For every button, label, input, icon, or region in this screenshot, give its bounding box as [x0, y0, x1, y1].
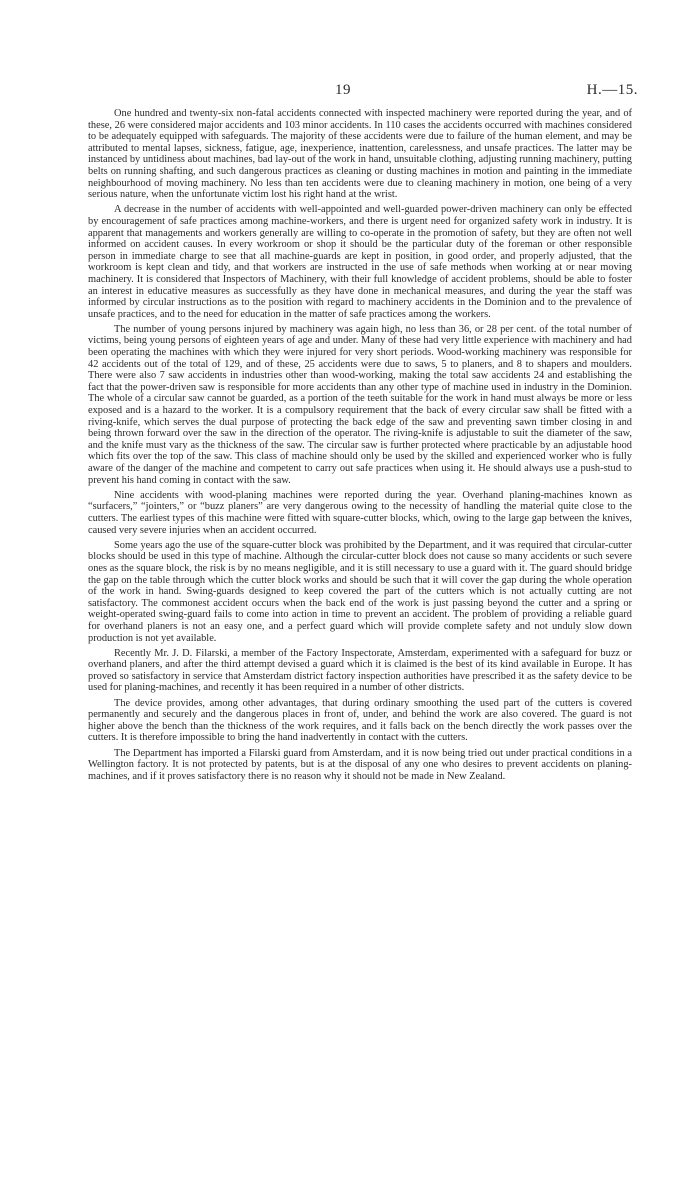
paragraph-planing-machines: Nine accidents with wood-planing machines were reported during the year. Overhand planing-machines known as “surfacers,” “jointers,” or “buzz planers” are very dangerous owing to the necessity of handling the material quite close to the cutters. The earliest types of this machine were fitted with square-cutter blocks, which, owing to the large gap between the knives, caused very severe injuries when an accident occurred.	[88, 489, 632, 536]
page-header	[0, 82, 700, 102]
paragraph-filarski-guard: Recently Mr. J. D. Filarski, a member of the Factory Inspectorate, Amsterdam, experimented with a safeguard for buzz or overhand planers, and after the third attempt devised a guard which it is claimed is the best of its kind available in Europe. It has proved so satisfactory in service that Amsterdam district factory inspection authorities have prescribed it as the safety device to be used for planing-machines, and recently it has been required in a number of other districts.	[88, 647, 632, 694]
paragraph-young-persons-saws: The number of young persons injured by machinery was again high, no less than 36, or 28 per cent. of the total number of victims, being young persons of eighteen years of age and under. Many of these had very little experience with machinery and had been operating the machines with which they were injured for very short periods. Wood-working machinery was responsible for 42 accidents out of the total of 129, and of these, 25 accidents were due to saws, 5 to planers, and 8 to shapers and moulders. There were also 7 saw accidents in industries other than wood-working, making the total saw accidents 24 and establishing the fact that the power-driven saw is responsible for more accidents than any other type of machine used in industry in the Dominion. The whole of a circular saw cannot be guarded, as a portion of the teeth suitable for the work in hand must always be more or less exposed and is a hazard to the worker. It is a compulsory requirement that the back of every circular saw shall be fitted with a riving-knife, which serves the dual purpose of protecting the back edge of the saw and preventing sawn timber closing in and being thrown forward over the saw in the direction of the operator. The riving-knife is adjustable to suit the diameter of the saw, and the knife must vary as the thickness of the saw. The circular saw is further protected where practicable by an adjustable hood which fits over the top of the saw. This class of machine should only be used by the skilled and experienced worker who is fully aware of the danger of the machine and competent to carry out safe practices when using it. He should always use a push-stud to prevent his hand coming in contact with the saw.	[88, 323, 632, 486]
body-text	[88, 108, 632, 786]
page-number: 19	[335, 82, 351, 98]
document-reference: H.—15.	[586, 82, 638, 98]
paragraph-cutter-blocks: Some years ago the use of the square-cutter block was prohibited by the Department, and it was required that circular-cutter blocks should be used in this type of machine. Although the circular-cutter block does not cause so many accidents or such severe ones as the square block, the risk is by no means negligible, and it is still necessary to use a guard with it. The guard should bridge the gap on the table through which the cutter block works and should be such that it will cover the gap during the whole operation of the work in hand. Swing-guards designed to keep covered the part of the cutters which is not actually cutting are not satisfactory. The commonest accident occurs when the back end of the work is just passing beyond the cutter and a spring or weight-operated swing-guard fails to come into action in time to prevent an accident. The problem of providing a reliable guard for overhand planers is not an easy one, and a perfect guard which will provide complete safety and not unduly slow down production is not yet available.	[88, 539, 632, 644]
paragraph-device-advantages: The device provides, among other advantages, that during ordinary smoothing the used part of the cutters is covered permanently and securely and the dangerous places in front of, under, and behind the work are also covered. The guard is not higher above the bench than the thickness of the work requires, and it falls back on the bench directly the work passes over the cutters. It is therefore impossible to bring the hand inadvertently in contact with the cutters.	[88, 697, 632, 744]
paragraph-safe-practices: A decrease in the number of accidents with well-appointed and well-guarded power-driven machinery can only be effected by encouragement of safe practices among machine-workers, and there is urgent need for organized safety work in industry. It is apparent that managements and workers generally are willing to co-operate in the promotion of safety, but they are often not well informed on accident causes. In every workroom or shop it should be the particular duty of the foreman or other responsible person in immediate charge to see that all machine-guards are kept in position, in good order, and properly adjusted, that the workroom is kept clean and tidy, and that workers are instructed in the use of safe methods when working at or near moving machinery. It is considered that Inspectors of Machinery, with their full knowledge of accident problems, should be able to foster an interest in educative measures as successfully as they have done in mechanical measures, and during the year the staff was informed by circular instructions as to the position with regard to machinery accidents in the Dominion and to the prevalence of unsafe practices, and to the need for education in the matter of safe practices among the workers.	[88, 204, 632, 320]
paragraph-department-import: The Department has imported a Filarski guard from Amsterdam, and it is now being tried out under practical conditions in a Wellington factory. It is not protected by patents, but is at the disposal of any one who desires to prevent accidents on planing-machines, and if it proves satisfactory there is no reason why it should not be made in New Zealand.	[88, 747, 632, 782]
paragraph-non-fatal-accidents: One hundred and twenty-six non-fatal accidents connected with inspected machinery were reported during the year, and of these, 26 were considered major accidents and 103 minor accidents. In 110 cases the accidents occurred with machines considered to be adequately equipped with safeguards. The majority of these accidents were due to failure of the human element, and may be attributed to mental lapses, sickness, fatigue, age, inexperience, inattention, carelessness, and unsafe practices. The latter may be instanced by untidiness about machines, bad lay-out of the work in hand, unsuitable clothing, adjusting running machinery, putting belts on running shafting, and such dangerous practices as cleaning or dusting machines in motion and painting in the immediate neighbourhood of moving machinery. No less than ten accidents were due to cleaning machinery in motion, one being of a very serious nature, when the unfortunate victim lost his right hand at the wrist.	[88, 108, 632, 201]
